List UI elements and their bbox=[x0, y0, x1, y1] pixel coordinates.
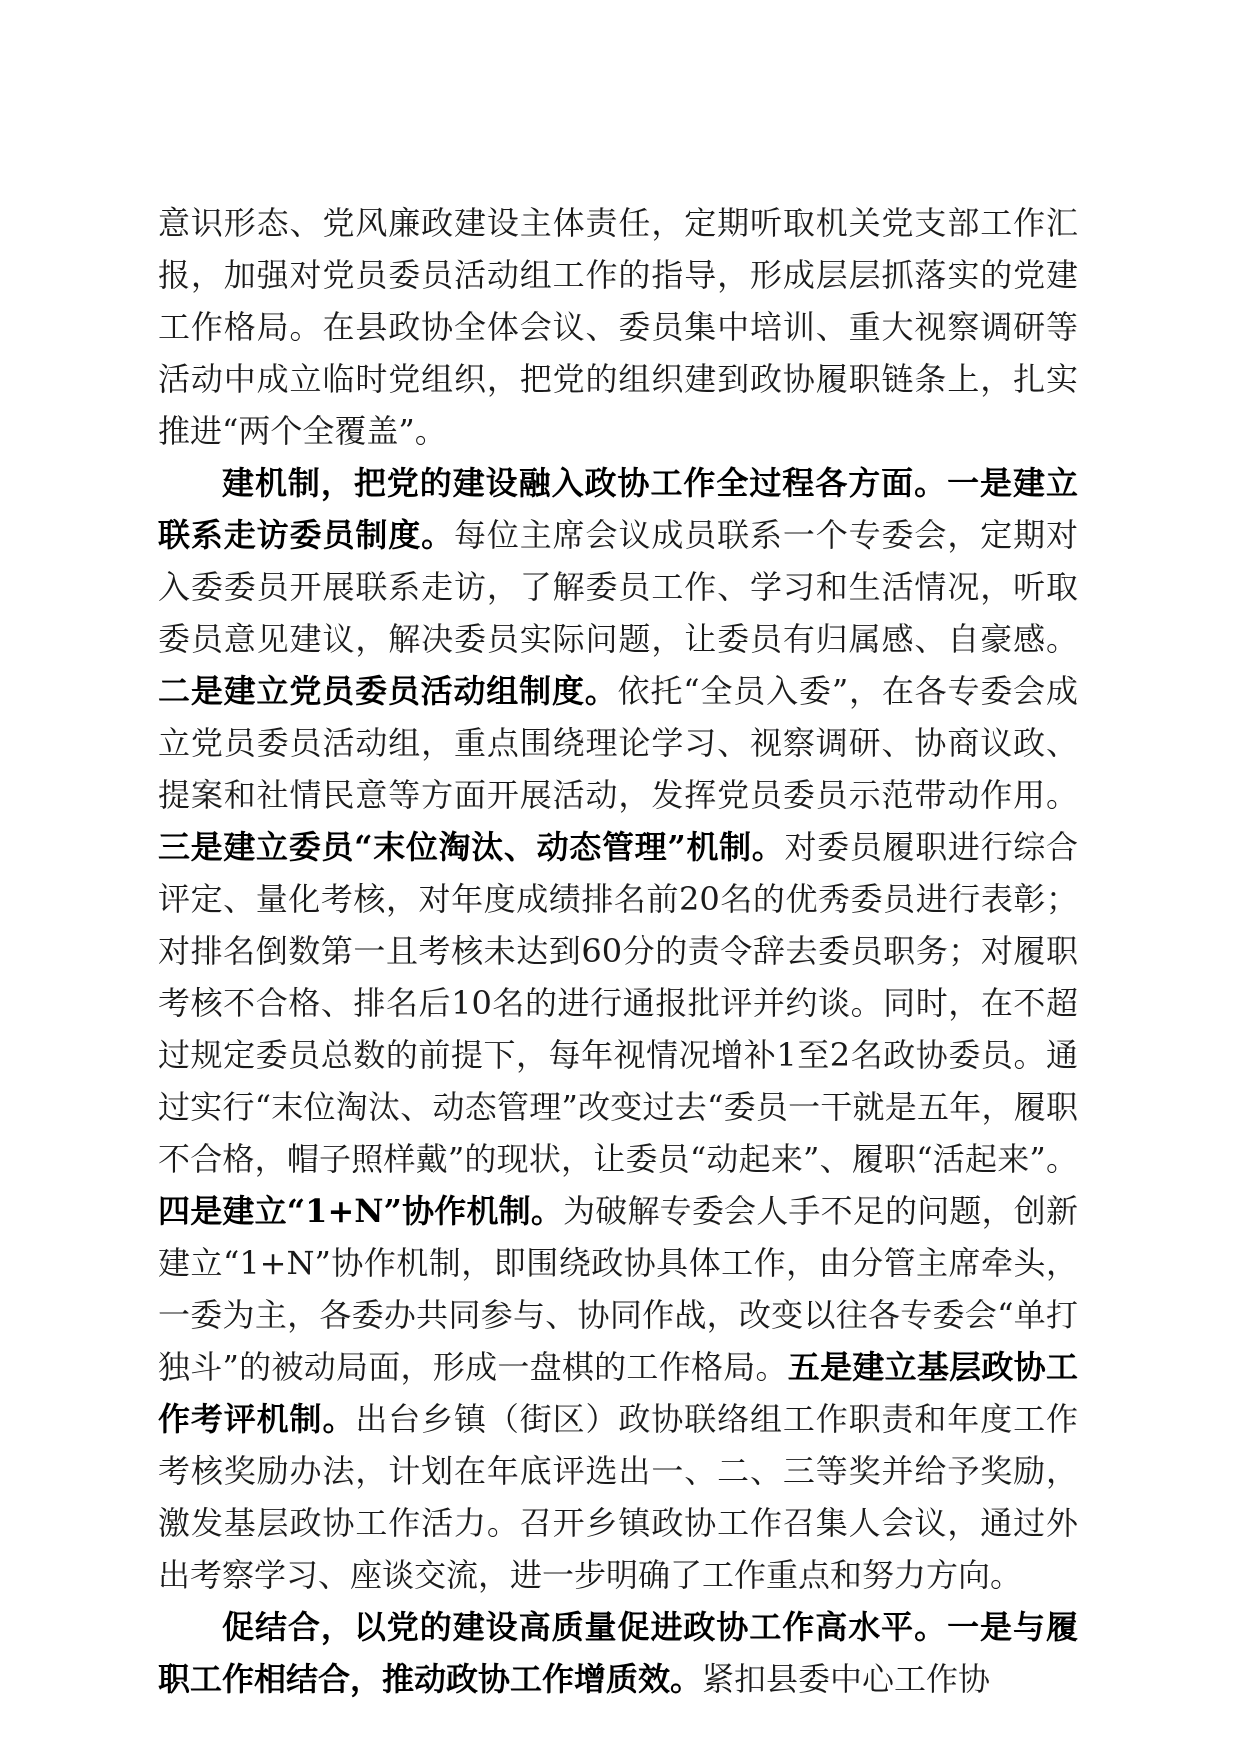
item-text-duty-integration: 紧扣县委中心工作协 bbox=[702, 1660, 991, 1698]
paragraph-party-building-responsibility: 意识形态、党风廉政建设主体责任，定期听取机关党支部工作汇报，加强对党员委员活动组工作的指导，形成层层抓落实的党建工作格局。在县政协全体会议、委员集中培训、重大视察调研等活动中成立临时党组织，把党的组织建到政协履职链条上，扎实推进“两个全覆盖”。 bbox=[158, 204, 1078, 450]
paragraph-build-mechanisms bbox=[158, 457, 1078, 1601]
item-text-activity-group: 依托“全员入委”，在各专委会成立党员委员活动组，重点围绕理论学习、视察调研、协商议政、提案和社情民意等方面开展活动，发挥党员委员示范带动作用。 bbox=[158, 672, 1078, 814]
item-text-elimination-mechanism: 对委员履职进行综合评定、量化考核，对年度成绩排名前20名的优秀委员进行表彰；对排名倒数第一且考核未达到60分的责令辞去委员职务；对履职考核不合格、排名后10名的进行通报批评并约谈。同时，在不超过规定委员总数的前提下，每年视情况增补1至2名政协委员。通过实行“末位淘汰、动态管理”改变过去“委员一干就是五年，履职不合格，帽子照样戴”的现状，让委员“动起来”、履职“活起来”。 bbox=[158, 828, 1078, 1178]
item-text-visit-system: 每位主席会议成员联系一个专委会，定期对入委委员开展联系走访，了解委员工作、学习和生活情况，听取委员意见建议，解决委员实际问题，让委员有归属感、自豪感。 bbox=[158, 516, 1078, 658]
item-title-activity-group: 二是建立党员委员活动组制度。 bbox=[158, 672, 618, 710]
document-body bbox=[158, 197, 1078, 1705]
section-heading-build-mechanisms: 建机制，把党的建设融入政协工作全过程各方面。 bbox=[222, 464, 948, 502]
item-title-elimination-mechanism: 三是建立委员“末位淘汰、动态管理”机制。 bbox=[158, 828, 785, 866]
item-text-collaboration-mechanism: 为破解专委会人手不足的问题，创新建立“1+N”协作机制，即围绕政协具体工作，由分管主席牵头，一委为主，各委办共同参与、协同作战，改变以往各专委会“单打独斗”的被动局面，形成一盘棋的工作格局。 bbox=[158, 1192, 1078, 1386]
item-title-visit-system: 一是建立联系走访委员制度。 bbox=[158, 464, 1078, 554]
item-title-duty-integration: 一是与履职工作相结合，推动政协工作增质效。 bbox=[158, 1608, 1078, 1698]
item-title-collaboration-mechanism: 四是建立“1+N”协作机制。 bbox=[158, 1192, 564, 1230]
item-title-evaluation-mechanism: 五是建立基层政协工作考评机制。 bbox=[158, 1348, 1078, 1438]
section-heading-promote-integration: 促结合，以党的建设高质量促进政协工作高水平。 bbox=[222, 1608, 948, 1646]
paragraph-promote-integration bbox=[158, 1601, 1078, 1705]
item-text-evaluation-mechanism: 出台乡镇（街区）政协联络组工作职责和年度工作考核奖励办法，计划在年底评选出一、二、三等奖并给予奖励，激发基层政协工作活力。召开乡镇政协工作召集人会议，通过外出考察学习、座谈交流，进一步明确了工作重点和努力方向。 bbox=[158, 1400, 1078, 1594]
